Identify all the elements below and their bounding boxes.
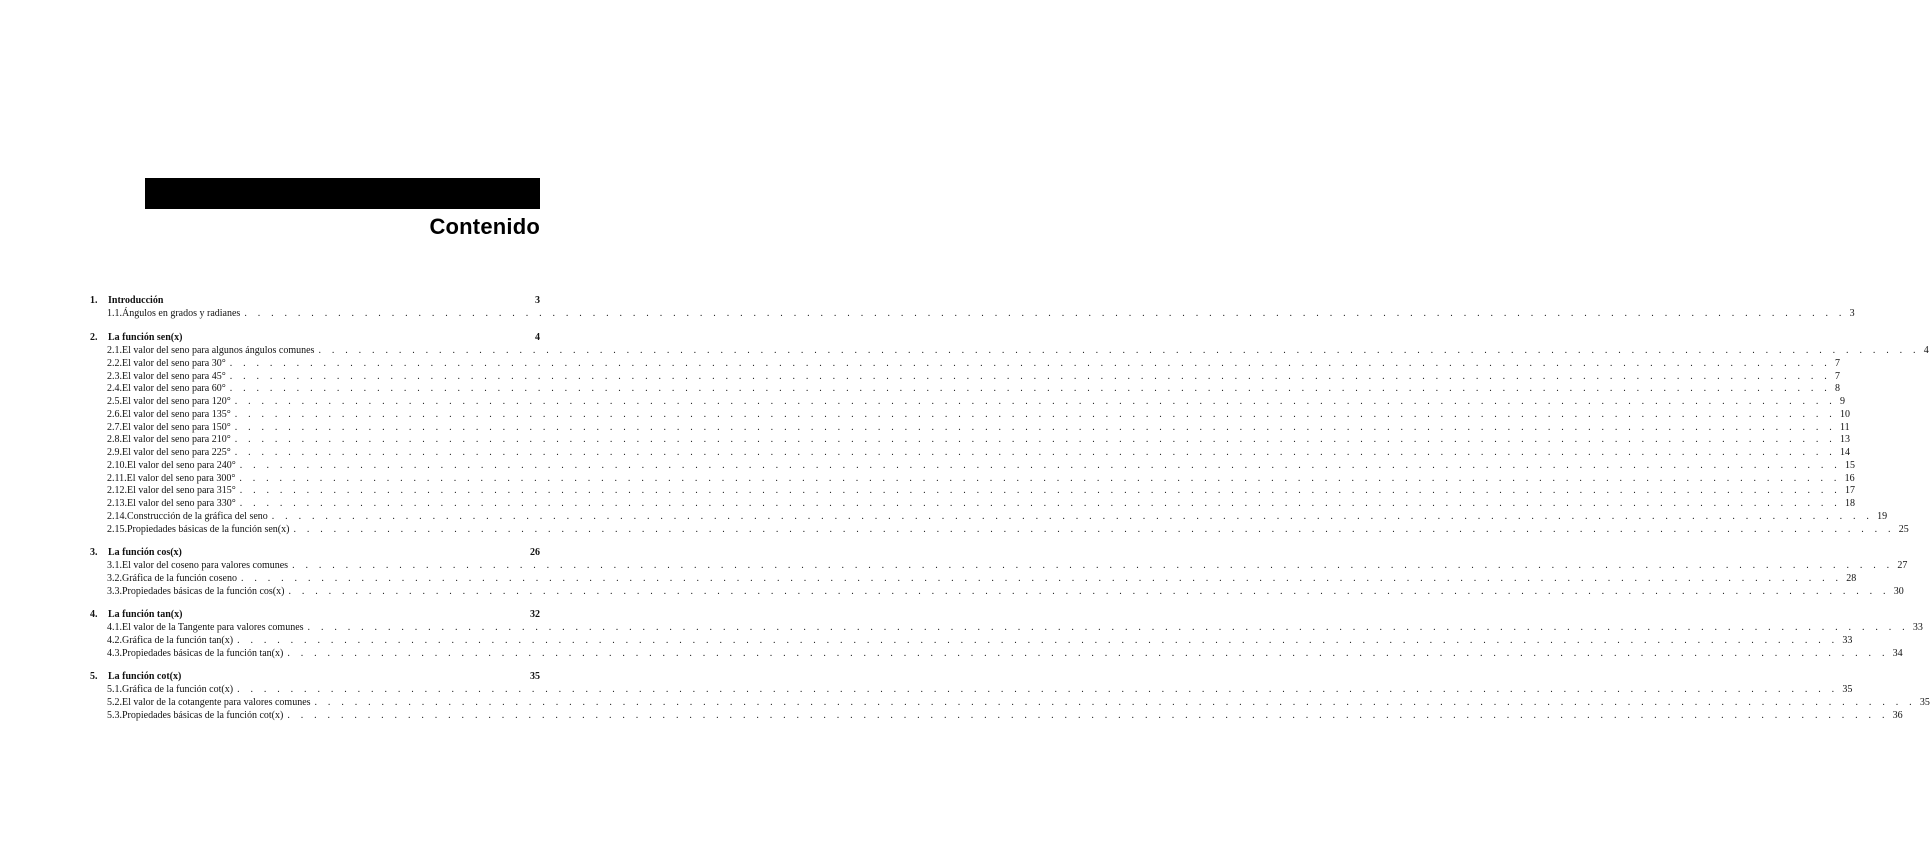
entry-page: 36 — [1892, 709, 1903, 721]
chapter-title: Introducción — [108, 295, 164, 306]
toc-entry[interactable] — [90, 523, 1909, 536]
entry-number: 2.5. — [107, 396, 122, 407]
entry-title: El valor del seno para algunos ángulos comunes — [122, 345, 315, 356]
toc-entry[interactable] — [90, 696, 1930, 709]
entry-title: El valor del seno para 315° — [127, 485, 236, 497]
entry-page: 35 — [1842, 684, 1853, 695]
entry-page: 34 — [1892, 647, 1903, 659]
entry-number: 2.7. — [107, 421, 122, 433]
chapter-page: 32 — [530, 609, 540, 620]
toc-chapter — [90, 546, 1908, 597]
toc-chapter-heading[interactable] — [90, 294, 540, 307]
entry-page: 35 — [1919, 696, 1930, 708]
chapter-page: 4 — [535, 332, 540, 343]
dot-leader: . . . . . . . . . . . . . . . . . . . . . . . . . . . . . . . . . . . . . . . . . . . . . . . . . . . . . . . . . . . . . . . . . . . . . . . . . . . . . . . . . . . . . . . . . . . . . . . . . . . . . . . . . . . . . . . . . . . . . . . . — [239, 498, 1841, 509]
dot-leader: . . . . . . . . . . . . . . . . . . . . . . . . . . . . . . . . . . . . . . . . . . . . . . . . . . . . . . . . . . . . . . . . . . . . . . . . . . . . . . . . . . . . . . . . . . . . . . . . . . . . . . . . . . . . . . . . . . . . . . . . — [234, 396, 1836, 407]
toc-entry[interactable] — [90, 621, 1923, 634]
dot-leader: . . . . . . . . . . . . . . . . . . . . . . . . . . . . . . . . . . . . . . . . . . . . . . . . . . . . . . . . . . . . . . . . . . . . . . . . . . . . . . . . . . . . . . . . . . . . . . . . . . . . . . . . . . . . . . . . . . . . . . . . — [229, 357, 1831, 369]
dot-leader: . . . . . . . . . . . . . . . . . . . . . . . . . . . . . . . . . . . . . . . . . . . . . . . . . . . . . . . . . . . . . . . . . . . . . . . . . . . . . . . . . . . . . . . . . . . . . . . . . . . . . . . . . . . . . . . . . . . . . . . . — [271, 510, 1874, 522]
entry-title: El valor de la cotangente para valores comunes — [122, 696, 311, 708]
page-title: Contenido — [429, 214, 540, 239]
entry-title: El valor del seno para 60° — [122, 383, 226, 395]
entry-page: 7 — [1835, 357, 1840, 369]
entry-title: El valor del seno para 330° — [127, 498, 236, 509]
entry-number: 2.3. — [107, 370, 122, 382]
entry-page: 18 — [1845, 498, 1855, 509]
entry-number: 3.2. — [107, 572, 122, 584]
entry-title: El valor del seno para 240° — [127, 459, 236, 471]
entry-number: 3.3. — [107, 585, 122, 597]
chapter-banner — [145, 178, 540, 209]
entry-page: 4 — [1923, 345, 1929, 356]
entry-number: 2.12. — [107, 485, 127, 497]
toc-chapter-heading[interactable] — [90, 608, 540, 621]
chapter-title: La función sen(x) — [108, 332, 183, 343]
dot-leader: . . . . . . . . . . . . . . . . . . . . . . . . . . . . . . . . . . . . . . . . . . . . . . . . . . . . . . . . . . . . . . . . . . . . . . . . . . . . . . . . . . . . . . . . . . . . . . . . . . . . . . . . . . . . . . . . . . . . . . . . — [288, 585, 1890, 597]
dot-leader: . . . . . . . . . . . . . . . . . . . . . . . . . . . . . . . . . . . . . . . . . . . . . . . . . . . . . . . . . . . . . . . . . . . . . . . . . . . . . . . . . . . . . . . . . . . . . . . . . . . . . . . . . . . . . . . . . . . . . . . . — [234, 408, 1836, 420]
entry-title: Ángulos en grados y radianes — [122, 308, 241, 319]
entry-number: 2.13. — [107, 498, 127, 509]
dot-leader: . . . . . . . . . . . . . . . . . . . . . . . . . . . . . . . . . . . . . . . . . . . . . . . . . . . . . . . . . . . . . . . . . . . . . . . . . . . . . . . . . . . . . . . . . . . . . . . . . . . . . . . . . . . . . . . . . . . . . . . . — [287, 647, 1889, 659]
dot-leader: . . . . . . . . . . . . . . . . . . . . . . . . . . . . . . . . . . . . . . . . . . . . . . . . . . . . . . . . . . . . . . . . . . . . . . . . . . . . . . . . . . . . . . . . . . . . . . . . . . . . . . . . . . . . . . . . . . . . . . . . — [234, 421, 1836, 433]
dot-leader: . . . . . . . . . . . . . . . . . . . . . . . . . . . . . . . . . . . . . . . . . . . . . . . . . . . . . . . . . . . . . . . . . . . . . . . . . . . . . . . . . . . . . . . . . . . . . . . . . . . . . . . . . . . . . . . . . . . . . . . . — [234, 434, 1836, 446]
entry-page: 15 — [1845, 459, 1855, 471]
entry-title: El valor del coseno para valores comunes — [122, 560, 289, 571]
toc-chapter — [90, 608, 1923, 659]
entry-page: 25 — [1898, 523, 1909, 535]
toc-entry[interactable] — [90, 382, 1840, 395]
chapter-title: La función cot(x) — [108, 671, 182, 682]
entry-title: El valor del seno para 45° — [122, 370, 226, 382]
toc-entry[interactable] — [90, 572, 1857, 585]
toc-entry[interactable] — [90, 559, 1908, 572]
chapter-number: 4. — [90, 609, 98, 620]
toc-entry[interactable] — [90, 395, 1845, 408]
toc-entry[interactable] — [90, 344, 1929, 357]
entry-page: 19 — [1877, 510, 1888, 522]
dot-leader: . . . . . . . . . . . . . . . . . . . . . . . . . . . . . . . . . . . . . . . . . . . . . . . . . . . . . . . . . . . . . . . . . . . . . . . . . . . . . . . . . . . . . . . . . . . . . . . . . . . . . . . . . . . . . . . . . . . . . . . . — [307, 622, 1909, 633]
toc-entry[interactable] — [90, 472, 1855, 485]
dot-leader: . . . . . . . . . . . . . . . . . . . . . . . . . . . . . . . . . . . . . . . . . . . . . . . . . . . . . . . . . . . . . . . . . . . . . . . . . . . . . . . . . . . . . . . . . . . . . . . . . . . . . . . . . . . . . . . . . . . . . . . . — [244, 308, 1846, 319]
entry-number: 2.10. — [107, 459, 127, 471]
toc-entry[interactable] — [90, 647, 1903, 660]
entry-number: 2.9. — [107, 447, 122, 458]
toc-entry[interactable] — [90, 683, 1853, 696]
toc-entry[interactable] — [90, 421, 1850, 434]
dot-leader: . . . . . . . . . . . . . . . . . . . . . . . . . . . . . . . . . . . . . . . . . . . . . . . . . . . . . . . . . . . . . . . . . . . . . . . . . . . . . . . . . . . . . . . . . . . . . . . . . . . . . . . . . . . . . . . . . . . . . . . . — [229, 383, 1831, 395]
entry-page: 13 — [1840, 434, 1850, 446]
entry-page: 14 — [1840, 447, 1850, 458]
dot-leader: . . . . . . . . . . . . . . . . . . . . . . . . . . . . . . . . . . . . . . . . . . . . . . . . . . . . . . . . . . . . . . . . . . . . . . . . . . . . . . . . . . . . . . . . . . . . . . . . . . . . . . . . . . . . . . . . . . . . . . . . — [239, 459, 1841, 471]
entry-title: El valor del seno para 120° — [122, 396, 231, 407]
toc-chapter-heading[interactable] — [90, 331, 540, 344]
entry-page: 10 — [1840, 408, 1850, 420]
dot-leader: . . . . . . . . . . . . . . . . . . . . . . . . . . . . . . . . . . . . . . . . . . . . . . . . . . . . . . . . . . . . . . . . . . . . . . . . . . . . . . . . . . . . . . . . . . . . . . . . . . . . . . . . . . . . . . . . . . . . . . . . — [314, 696, 1916, 708]
toc-chapter-heading[interactable] — [90, 546, 540, 559]
entry-title: El valor del seno para 210° — [122, 434, 231, 446]
entry-number: 5.2. — [107, 696, 122, 708]
dot-leader: . . . . . . . . . . . . . . . . . . . . . . . . . . . . . . . . . . . . . . . . . . . . . . . . . . . . . . . . . . . . . . . . . . . . . . . . . . . . . . . . . . . . . . . . . . . . . . . . . . . . . . . . . . . . . . . . . . . . . . . . — [240, 572, 1843, 584]
toc-entry[interactable] — [90, 446, 1850, 459]
entry-title: Propiedades básicas de la función cot(x) — [122, 709, 284, 721]
dot-leader: . . . . . . . . . . . . . . . . . . . . . . . . . . . . . . . . . . . . . . . . . . . . . . . . . . . . . . . . . . . . . . . . . . . . . . . . . . . . . . . . . . . . . . . . . . . . . . . . . . . . . . . . . . . . . . . . . . . . . . . . — [229, 370, 1831, 382]
toc-entry[interactable] — [90, 634, 1853, 647]
dot-leader: . . . . . . . . . . . . . . . . . . . . . . . . . . . . . . . . . . . . . . . . . . . . . . . . . . . . . . . . . . . . . . . . . . . . . . . . . . . . . . . . . . . . . . . . . . . . . . . . . . . . . . . . . . . . . . . . . . . . . . . . — [234, 447, 1836, 458]
entry-page: 11 — [1840, 421, 1850, 433]
dot-leader: . . . . . . . . . . . . . . . . . . . . . . . . . . . . . . . . . . . . . . . . . . . . . . . . . . . . . . . . . . . . . . . . . . . . . . . . . . . . . . . . . . . . . . . . . . . . . . . . . . . . . . . . . . . . . . . . . . . . . . . . — [237, 684, 1839, 695]
dot-leader: . . . . . . . . . . . . . . . . . . . . . . . . . . . . . . . . . . . . . . . . . . . . . . . . . . . . . . . . . . . . . . . . . . . . . . . . . . . . . . . . . . . . . . . . . . . . . . . . . . . . . . . . . . . . . . . . . . . . . . . . — [239, 472, 1841, 484]
dot-leader: . . . . . . . . . . . . . . . . . . . . . . . . . . . . . . . . . . . . . . . . . . . . . . . . . . . . . . . . . . . . . . . . . . . . . . . . . . . . . . . . . . . . . . . . . . . . . . . . . . . . . . . . . . . . . . . . . . . . . . . . — [287, 709, 1889, 721]
entry-number: 2.8. — [107, 434, 122, 446]
toc-entry[interactable] — [90, 408, 1850, 421]
entry-number: 2.6. — [107, 408, 122, 420]
toc-chapter — [90, 294, 1855, 320]
chapter-number: 5. — [90, 671, 98, 682]
entry-number: 4.2. — [107, 634, 122, 646]
entry-page: 33 — [1912, 622, 1923, 633]
entry-title: Propiedades básicas de la función cos(x) — [122, 585, 285, 597]
entry-number: 2.2. — [107, 357, 122, 369]
entry-page: 28 — [1846, 572, 1857, 584]
entry-page: 27 — [1897, 560, 1908, 571]
toc-entry[interactable] — [90, 307, 1855, 320]
entry-title: Construcción de la gráfica del seno — [127, 510, 268, 522]
entry-page: 17 — [1845, 485, 1855, 497]
entry-number: 2.1. — [107, 345, 122, 356]
entry-number: 1.1. — [107, 308, 122, 319]
entry-title: El valor del seno para 30° — [122, 357, 226, 369]
entry-number: 2.4. — [107, 383, 122, 395]
chapter-title: La función tan(x) — [108, 609, 183, 620]
entry-title: Gráfica de la función cot(x) — [122, 684, 234, 695]
dot-leader: . . . . . . . . . . . . . . . . . . . . . . . . . . . . . . . . . . . . . . . . . . . . . . . . . . . . . . . . . . . . . . . . . . . . . . . . . . . . . . . . . . . . . . . . . . . . . . . . . . . . . . . . . . . . . . . . . . . . . . . . — [292, 560, 1894, 571]
chapter-number: 3. — [90, 547, 98, 558]
toc-entry[interactable] — [90, 357, 1840, 370]
entry-number: 2.15. — [107, 523, 127, 535]
chapter-number: 1. — [90, 295, 98, 306]
entry-page: 33 — [1842, 634, 1853, 646]
toc-entry[interactable] — [90, 497, 1855, 510]
dot-leader: . . . . . . . . . . . . . . . . . . . . . . . . . . . . . . . . . . . . . . . . . . . . . . . . . . . . . . . . . . . . . . . . . . . . . . . . . . . . . . . . . . . . . . . . . . . . . . . . . . . . . . . . . . . . . . . . . . . . . . . . — [237, 634, 1839, 646]
entry-title: Gráfica de la función tan(x) — [122, 634, 234, 646]
dot-leader: . . . . . . . . . . . . . . . . . . . . . . . . . . . . . . . . . . . . . . . . . . . . . . . . . . . . . . . . . . . . . . . . . . . . . . . . . . . . . . . . . . . . . . . . . . . . . . . . . . . . . . . . . . . . . . . . . . . . . . . . — [318, 345, 1920, 356]
chapter-page: 26 — [530, 547, 540, 558]
toc-chapter — [90, 670, 1930, 721]
chapter-title: La función cos(x) — [108, 547, 182, 558]
entry-title: El valor de la Tangente para valores comunes — [122, 622, 304, 633]
chapter-page: 3 — [535, 295, 540, 306]
entry-number: 4.1. — [107, 622, 122, 633]
entry-title: Propiedades básicas de la función sen(x) — [127, 523, 290, 535]
entry-number: 4.3. — [107, 647, 122, 659]
entry-title: El valor del seno para 150° — [122, 421, 231, 433]
toc-entry[interactable] — [90, 370, 1840, 383]
entry-title: El valor del seno para 300° — [126, 472, 236, 484]
toc-entry[interactable] — [90, 709, 1903, 722]
entry-title: Propiedades básicas de la función tan(x) — [122, 647, 284, 659]
entry-page: 9 — [1840, 396, 1845, 407]
toc-entry[interactable] — [90, 585, 1904, 598]
entry-number: 5.3. — [107, 709, 122, 721]
entry-page: 3 — [1849, 308, 1855, 319]
entry-page: 30 — [1893, 585, 1904, 597]
entry-number: 2.14. — [107, 510, 127, 522]
toc-chapter — [90, 331, 1929, 535]
toc-chapter-heading[interactable] — [90, 670, 540, 683]
entry-page: 16 — [1844, 472, 1855, 484]
entry-number: 5.1. — [107, 684, 122, 695]
toc-entry[interactable] — [90, 510, 1888, 523]
entry-title: El valor del seno para 135° — [122, 408, 231, 420]
dot-leader: . . . . . . . . . . . . . . . . . . . . . . . . . . . . . . . . . . . . . . . . . . . . . . . . . . . . . . . . . . . . . . . . . . . . . . . . . . . . . . . . . . . . . . . . . . . . . . . . . . . . . . . . . . . . . . . . . . . . . . . . — [239, 485, 1841, 497]
chapter-page: 35 — [530, 671, 540, 682]
entry-number: 2.11. — [107, 472, 127, 484]
dot-leader: . . . . . . . . . . . . . . . . . . . . . . . . . . . . . . . . . . . . . . . . . . . . . . . . . . . . . . . . . . . . . . . . . . . . . . . . . . . . . . . . . . . . . . . . . . . . . . . . . . . . . . . . . . . . . . . . . . . . . . . . — [293, 523, 1895, 535]
toc-entry[interactable] — [90, 484, 1855, 497]
chapter-number: 2. — [90, 332, 98, 343]
entry-page: 7 — [1835, 370, 1840, 382]
entry-title: El valor del seno para 225° — [122, 447, 231, 458]
entry-page: 8 — [1835, 383, 1840, 395]
entry-number: 3.1. — [107, 560, 122, 571]
entry-title: Gráfica de la función coseno — [122, 572, 237, 584]
toc-entry[interactable] — [90, 433, 1850, 446]
toc-entry[interactable] — [90, 459, 1855, 472]
